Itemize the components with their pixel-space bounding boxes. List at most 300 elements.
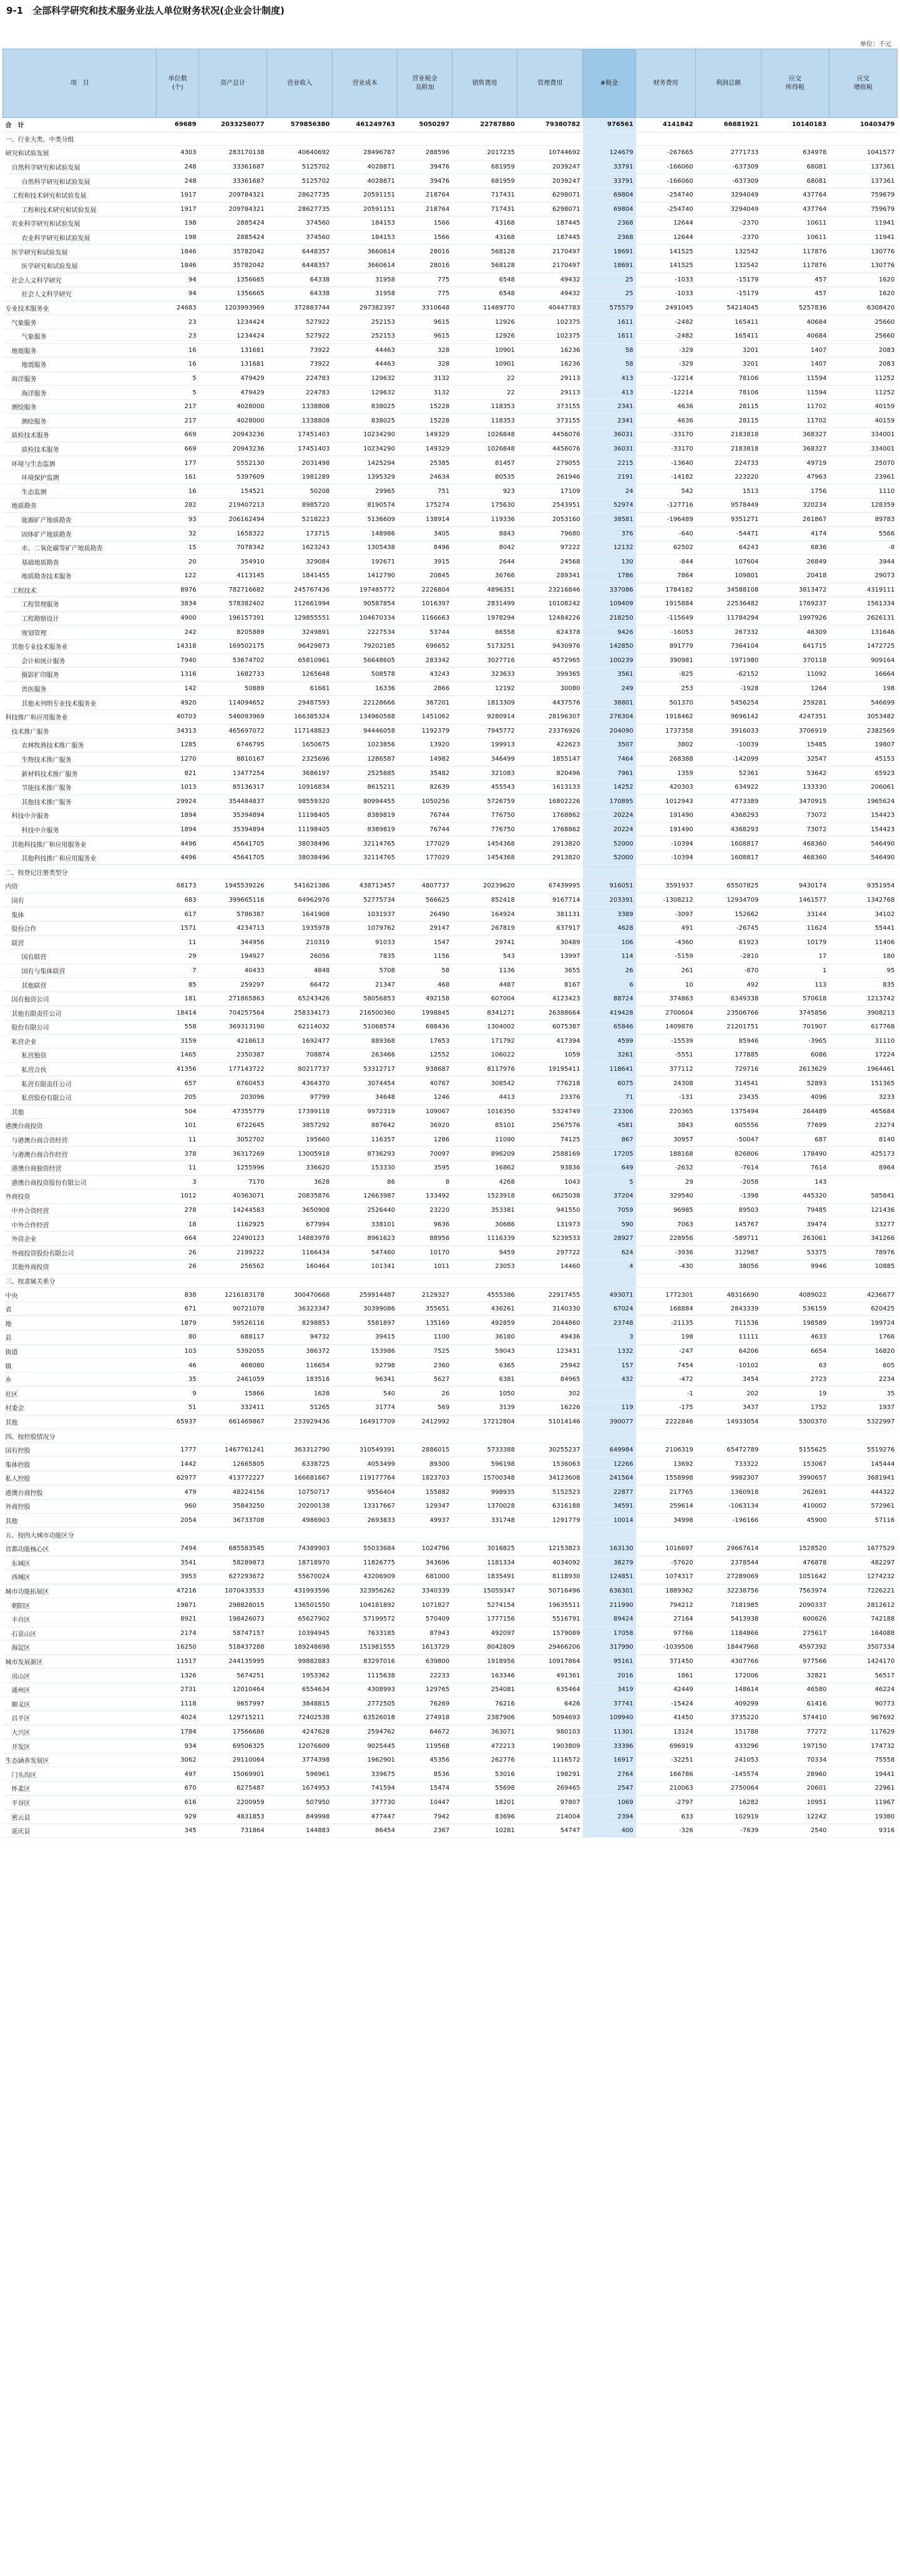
table-cell: 1407	[761, 343, 829, 358]
table-cell: 35394894	[199, 822, 267, 837]
table-cell: 288596	[398, 146, 452, 160]
table-row	[3, 245, 898, 259]
table-cell: 542	[636, 484, 696, 499]
table-cell: 1620	[829, 273, 897, 287]
row-label: 街道	[3, 1344, 157, 1359]
row-label: 顺义区	[3, 1697, 157, 1711]
table-cell: -329	[636, 358, 696, 372]
table-cell: 4900	[157, 611, 199, 625]
row-label: 三、按隶属关系分	[3, 1274, 157, 1288]
table-row	[3, 1697, 898, 1711]
table-cell: 20200138	[267, 1500, 333, 1514]
table-cell: 29110064	[199, 1753, 267, 1767]
table-cell: 8190574	[332, 499, 398, 513]
table-cell	[398, 1429, 452, 1443]
table-cell: 681959	[452, 174, 517, 188]
column-header: 资产总计	[199, 49, 267, 118]
table-cell: -2058	[696, 1175, 761, 1189]
table-cell: 163346	[452, 1669, 517, 1683]
table-cell: 436261	[452, 1302, 517, 1316]
table-cell: 116357	[332, 1133, 398, 1147]
table-cell: 191490	[636, 809, 696, 823]
table-cell: 10394945	[267, 1626, 333, 1641]
table-cell: 218764	[398, 202, 452, 217]
row-label: 固体矿产地质勘查	[3, 527, 157, 541]
table-cell: 794212	[636, 1598, 696, 1612]
table-cell: 320234	[761, 499, 829, 513]
table-cell: 233929436	[267, 1415, 333, 1429]
table-cell: 35782042	[199, 245, 267, 259]
table-cell: 4456076	[517, 428, 583, 442]
table-cell: 569	[398, 1401, 452, 1415]
table-cell: 838	[157, 1288, 199, 1302]
table-cell: 131681	[199, 358, 267, 372]
table-cell: 368327	[761, 442, 829, 456]
table-cell: 4308993	[332, 1682, 398, 1697]
table-cell: -16053	[636, 625, 696, 640]
table-cell: 683	[157, 893, 199, 907]
table-cell: 4268	[452, 1175, 517, 1189]
table-cell: 36317269	[199, 1147, 267, 1161]
table-cell: -33170	[636, 442, 696, 456]
table-cell: 339675	[332, 1767, 398, 1782]
table-cell	[199, 1274, 267, 1288]
table-cell: 263466	[332, 1048, 398, 1063]
table-cell: 7945772	[452, 724, 517, 738]
table-cell: 546699	[829, 696, 897, 710]
table-cell: 262776	[452, 1753, 517, 1767]
table-cell: 1184866	[696, 1626, 761, 1641]
table-cell: 661469867	[199, 1415, 267, 1429]
row-label: 省	[3, 1302, 157, 1316]
table-cell: 5627	[398, 1372, 452, 1387]
table-cell: 117876	[761, 245, 829, 259]
table-cell: 4364370	[267, 1076, 333, 1091]
table-cell: 1454368	[452, 837, 517, 851]
table-cell: 1285	[157, 738, 199, 753]
row-label: 海淀区	[3, 1641, 157, 1655]
table-cell: -2482	[636, 329, 696, 343]
table-cell: 26056	[267, 950, 333, 964]
table-cell: 29924	[157, 794, 199, 809]
table-cell: 437764	[761, 202, 829, 217]
table-cell: 501370	[636, 696, 696, 710]
row-label: 研究和试验发展	[3, 146, 157, 160]
table-cell: 1162925	[199, 1217, 267, 1232]
table-row	[3, 653, 898, 668]
table-cell	[636, 865, 696, 879]
table-cell: 390077	[583, 1415, 636, 1429]
table-cell: 165411	[696, 329, 761, 343]
table-cell: 12484226	[517, 611, 583, 625]
table-cell: 1752	[761, 1401, 829, 1415]
table-cell: 1110	[829, 484, 897, 499]
table-cell: 1658322	[199, 527, 267, 541]
table-cell: 161	[157, 470, 199, 484]
table-cell: 759679	[829, 188, 897, 202]
table-cell: 2191	[583, 470, 636, 484]
table-cell: 152662	[696, 907, 761, 922]
table-cell: 2723	[761, 1372, 829, 1387]
row-label: 工程管理服务	[3, 597, 157, 612]
table-cell: 28496787	[332, 146, 398, 160]
table-cell: 123431	[517, 1344, 583, 1359]
table-cell: 620425	[829, 1302, 897, 1316]
table-cell: 10234290	[332, 428, 398, 442]
table-cell: 889368	[332, 1034, 398, 1048]
table-cell: 130776	[829, 245, 897, 259]
table-cell: 26	[157, 1260, 199, 1274]
table-cell: 65923	[829, 766, 897, 781]
table-cell: 49719	[761, 456, 829, 471]
table-cell	[696, 1274, 761, 1288]
row-label: 中外合作经营	[3, 1217, 157, 1232]
table-cell: 42449	[636, 1682, 696, 1697]
table-cell: 579856380	[267, 118, 333, 132]
table-cell: 129632	[332, 371, 398, 386]
table-cell: 63	[761, 1359, 829, 1373]
table-row	[3, 625, 898, 640]
table-cell: 51	[157, 1401, 199, 1415]
table-cell: -3965	[761, 1034, 829, 1048]
table-cell: 148614	[696, 1682, 761, 1697]
table-cell: 4456076	[517, 442, 583, 456]
table-cell: 3053482	[829, 710, 897, 724]
row-label: 其他	[3, 1415, 157, 1429]
table-cell: 2700604	[636, 1006, 696, 1020]
row-label: 密云县	[3, 1810, 157, 1824]
table-cell: 8843	[452, 527, 517, 541]
table-cell: 1879	[157, 1316, 199, 1330]
table-cell: 31958	[332, 287, 398, 301]
table-row	[3, 1654, 898, 1669]
table-cell: 12665805	[199, 1457, 267, 1471]
table-cell: 374560	[267, 217, 333, 231]
row-label: 中外合资经营	[3, 1203, 157, 1217]
table-cell: 198	[829, 681, 897, 696]
row-label: 股份有限公司	[3, 1020, 157, 1035]
table-cell: 61923	[696, 935, 761, 950]
table-cell: 17451403	[267, 428, 333, 442]
row-label: 地震服务	[3, 343, 157, 358]
table-cell: 177	[157, 456, 199, 471]
table-cell: 45641705	[199, 837, 267, 851]
table-row	[3, 611, 898, 625]
table-cell: 27289069	[696, 1570, 761, 1584]
table-cell: 1737358	[636, 724, 696, 738]
table-row	[3, 1457, 898, 1471]
row-label: 朝阳区	[3, 1598, 157, 1612]
table-cell: 26849	[761, 555, 829, 569]
table-cell: 31774	[332, 1401, 398, 1415]
row-label: 气象服务	[3, 315, 157, 329]
table-cell: 3201	[696, 343, 761, 358]
table-cell: 4848	[267, 964, 333, 978]
table-cell: 28016	[398, 258, 452, 273]
table-cell: 479429	[199, 386, 267, 400]
table-cell: 1265648	[267, 668, 333, 682]
row-label: 地质勘查技术服务	[3, 569, 157, 583]
table-cell: 11	[157, 935, 199, 950]
table-cell: 334001	[829, 428, 897, 442]
table-cell: 2215	[583, 456, 636, 471]
row-label: 社区	[3, 1387, 157, 1401]
table-cell: 11517	[157, 1654, 199, 1669]
table-row	[3, 428, 898, 442]
table-cell: 688117	[199, 1330, 267, 1345]
table-row	[3, 1739, 898, 1754]
table-row	[3, 668, 898, 682]
table-cell: 130776	[829, 258, 897, 273]
table-row	[3, 399, 898, 414]
table-cell: 203096	[199, 1090, 267, 1105]
table-cell: 4024	[157, 1711, 199, 1725]
table-cell: 40433	[199, 964, 267, 978]
row-label: 其他外商投资	[3, 1260, 157, 1274]
table-cell: 432	[583, 1372, 636, 1387]
table-cell: 118353	[452, 414, 517, 428]
table-cell: 1136	[452, 964, 517, 978]
table-cell: 64962976	[267, 893, 333, 907]
table-cell: 275617	[761, 1626, 829, 1641]
table-cell: 211990	[583, 1598, 636, 1612]
table-cell: 425173	[829, 1147, 897, 1161]
table-cell: 1031937	[332, 907, 398, 922]
table-cell: 18	[157, 1217, 199, 1232]
table-cell: 5708	[332, 964, 398, 978]
table-cell: 224733	[696, 456, 761, 471]
row-label: 技术推广服务	[3, 724, 157, 738]
table-cell: -33170	[636, 428, 696, 442]
table-row	[3, 851, 898, 865]
table-cell: 29965	[332, 484, 398, 499]
table-cell: 22877	[583, 1485, 636, 1500]
table-cell: 1023856	[332, 738, 398, 753]
table-cell	[829, 132, 897, 146]
table-cell: 65846	[583, 1020, 636, 1035]
table-cell: 129632	[332, 386, 398, 400]
table-cell: 79485	[761, 1203, 829, 1217]
table-cell: 82639	[398, 780, 452, 794]
table-cell: 121436	[829, 1203, 897, 1217]
table-cell: 145767	[696, 1217, 761, 1232]
table-cell: 164924	[452, 907, 517, 922]
table-row	[3, 738, 898, 753]
table-cell: 28927	[583, 1231, 636, 1246]
table-cell: 5552130	[199, 456, 267, 471]
table-cell	[761, 132, 829, 146]
table-row	[3, 681, 898, 696]
table-row	[3, 1485, 898, 1500]
table-cell: 1016697	[636, 1541, 696, 1556]
table-cell: 916051	[583, 879, 636, 894]
table-cell: 96985	[636, 1203, 696, 1217]
table-cell: 9316	[829, 1823, 897, 1838]
table-cell: 102375	[517, 329, 583, 343]
row-label: 地震服务	[3, 358, 157, 372]
row-label: 工程技术	[3, 583, 157, 597]
table-cell: 468360	[761, 837, 829, 851]
table-cell: 3201	[696, 358, 761, 372]
table-cell: 6308420	[829, 301, 897, 315]
table-cell: 2543951	[517, 499, 583, 513]
table-cell: 197485772	[332, 583, 398, 597]
table-cell: 8042	[452, 540, 517, 555]
table-cell: 7835	[332, 950, 398, 964]
table-cell: 2387906	[452, 1711, 517, 1725]
table-cell: 527922	[267, 329, 333, 343]
table-cell: 7464	[583, 752, 636, 766]
table-cell: 24	[583, 484, 636, 499]
table-cell: 7940	[157, 653, 199, 668]
table-cell: 47216	[157, 1584, 199, 1598]
row-label: 农业科学研究和试验发展	[3, 217, 157, 231]
table-cell: 9636	[398, 1217, 452, 1232]
table-cell: 4089022	[761, 1288, 829, 1302]
table-cell: -2797	[636, 1795, 696, 1810]
table-cell: 1608817	[696, 851, 761, 865]
table-row	[3, 1782, 898, 1796]
table-row	[3, 893, 898, 907]
table-cell: 95	[829, 964, 897, 978]
table-cell: 23	[157, 329, 199, 343]
table-cell: 3062	[157, 1753, 199, 1767]
table-cell: 2033258077	[199, 118, 267, 132]
table-cell: 109409	[583, 597, 636, 612]
table-cell: 1425294	[332, 456, 398, 471]
table-cell: 508578	[332, 668, 398, 682]
table-cell: 56648605	[332, 653, 398, 668]
table-cell: 1513	[696, 484, 761, 499]
table-row	[3, 1570, 898, 1584]
table-cell: 3916033	[696, 724, 761, 738]
table-cell: 15485	[761, 738, 829, 753]
table-cell: 1304002	[452, 1020, 517, 1035]
table-cell: 8976	[157, 583, 199, 597]
row-label: 联营	[3, 935, 157, 950]
row-label: 农业科学研究和试验发展	[3, 230, 157, 245]
table-cell: 40640692	[267, 146, 333, 160]
table-cell: 3233	[829, 1090, 897, 1105]
table-cell: 31110	[829, 1034, 897, 1048]
table-cell: 3	[583, 1330, 636, 1345]
table-cell: 437764	[761, 188, 829, 202]
table-cell: 100239	[583, 653, 636, 668]
table-cell: 2588169	[517, 1147, 583, 1161]
table-cell: 18414	[157, 1006, 199, 1020]
row-label: 港澳台商独资经营	[3, 1161, 157, 1175]
table-cell: 171792	[452, 1034, 517, 1048]
table-cell: 493071	[583, 1288, 636, 1302]
table-cell: 64672	[398, 1725, 452, 1739]
table-cell: 142	[157, 681, 199, 696]
table-cell: 22233	[398, 1669, 452, 1683]
table-cell: 3139	[452, 1401, 517, 1415]
table-cell: 7078342	[199, 540, 267, 555]
table-cell: 129765	[398, 1682, 452, 1697]
table-row	[3, 1767, 898, 1782]
table-cell: 2843339	[696, 1302, 761, 1316]
row-label: 生态监测	[3, 484, 157, 499]
table-cell: 20591151	[332, 188, 398, 202]
table-cell: -131	[636, 1090, 696, 1105]
table-cell: 16820	[829, 1344, 897, 1359]
table-cell: 29113	[517, 386, 583, 400]
table-cell: 468080	[199, 1359, 267, 1373]
row-label: 海洋服务	[3, 371, 157, 386]
table-cell: 18447968	[696, 1641, 761, 1655]
table-cell: 1841455	[267, 569, 333, 583]
table-cell: 5516791	[517, 1612, 583, 1626]
table-cell: 259614	[636, 1500, 696, 1514]
table-cell: 7	[157, 964, 199, 978]
table-cell: 2693833	[332, 1513, 398, 1528]
table-cell: -267665	[636, 146, 696, 160]
table-cell: 6554634	[267, 1682, 333, 1697]
table-cell: 13317667	[332, 1500, 398, 1514]
table-cell: 14460	[517, 1260, 583, 1274]
table-cell: 117148823	[267, 724, 333, 738]
row-label: 新材料技术推广服务	[3, 766, 157, 781]
table-cell: 106022	[452, 1048, 517, 1063]
table-cell: 417394	[517, 1034, 583, 1048]
table-cell: 3159	[157, 1034, 199, 1048]
table-cell: 70334	[761, 1753, 829, 1767]
table-cell: 56517	[829, 1669, 897, 1683]
row-label: 气象服务	[3, 329, 157, 343]
table-cell: 276304	[583, 710, 636, 724]
table-cell: 566625	[398, 893, 452, 907]
table-cell: 353381	[452, 1203, 517, 1217]
table-cell: 1915884	[636, 597, 696, 612]
table-cell: 1338808	[267, 399, 333, 414]
table-cell: 79680	[517, 527, 583, 541]
table-cell: -32251	[636, 1753, 696, 1767]
table-row	[3, 809, 898, 823]
table-cell: 119177764	[332, 1471, 398, 1486]
table-cell: 1971980	[696, 653, 761, 668]
table-cell: 198589	[761, 1316, 829, 1330]
table-cell: 1692477	[267, 1034, 333, 1048]
row-label: 国有联营	[3, 950, 157, 964]
table-row	[3, 1753, 898, 1767]
table-cell: 2174	[157, 1626, 199, 1641]
table-cell: 15228	[398, 399, 452, 414]
table-cell: 4247351	[761, 710, 829, 724]
table-cell: 472213	[452, 1739, 517, 1754]
table-cell: 3857292	[267, 1119, 333, 1133]
table-cell: 154521	[199, 484, 267, 499]
table-cell: -329	[636, 343, 696, 358]
table-cell: 9351271	[696, 512, 761, 527]
table-cell: 2866	[398, 681, 452, 696]
table-cell: 729716	[696, 1062, 761, 1076]
row-label: 国有控股	[3, 1443, 157, 1457]
table-cell: 143	[761, 1175, 829, 1189]
table-cell: 10901	[452, 343, 517, 358]
table-cell: 11624	[761, 921, 829, 935]
table-cell: 37204	[583, 1189, 636, 1204]
table-cell: 11	[157, 1161, 199, 1175]
table-cell: 3541	[157, 1556, 199, 1570]
table-cell: 527922	[267, 315, 333, 329]
table-cell: 43168	[452, 230, 517, 245]
table-cell: 87943	[398, 1626, 452, 1641]
table-cell: 13997	[517, 950, 583, 964]
table-row	[3, 1147, 898, 1161]
table-row	[3, 1401, 898, 1415]
table-cell: 8042809	[452, 1641, 517, 1655]
